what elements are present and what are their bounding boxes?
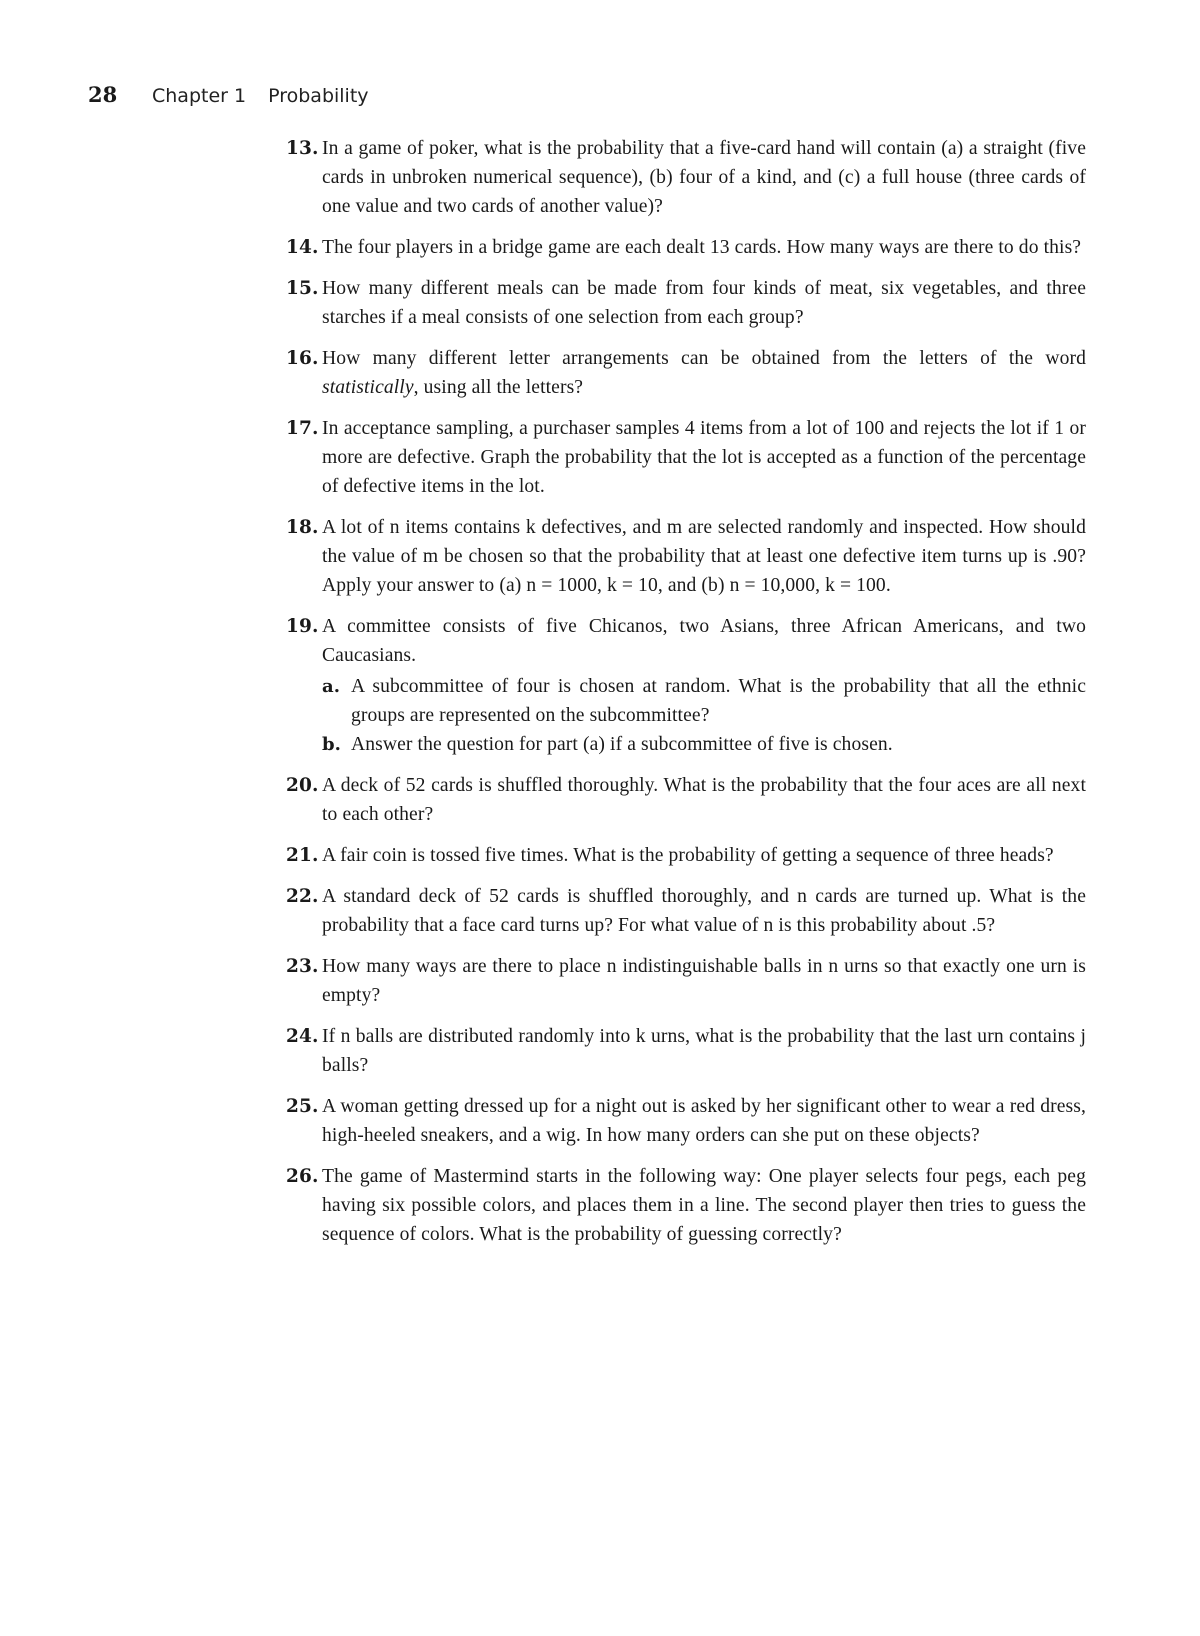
problem-text: A lot of n items contains k defectives, and m are selected randomly and inspected. How should the value of m be chosen so that the probability that at least one defective item turns up is .90? Apply your answer to (a) n = 1000, k = 10, and (b) n = 10,000, k = 100.	[322, 517, 1086, 596]
problem-number: 19.	[286, 616, 319, 637]
problem-text: If n balls are distributed randomly into k urns, what is the probability that the last urn contains j balls?	[322, 1026, 1086, 1076]
problem-number: 22.	[286, 886, 319, 907]
section-title: Probability	[268, 85, 369, 107]
problem-23	[286, 952, 1086, 1010]
chapter-label: Chapter 1	[152, 85, 247, 107]
problem-text: A fair coin is tossed five times. What is the probability of getting a sequence of three heads?	[322, 845, 1054, 866]
subpart-text: A subcommittee of four is chosen at random. What is the probability that all the ethnic groups are represented on the subcommittee?	[351, 676, 1086, 726]
problem-number: 26.	[286, 1166, 319, 1187]
problem-text: The game of Mastermind starts in the following way: One player selects four pegs, each peg having six possible colors, and places them in a line. The second player then tries to guess the sequence of colors. What is the probability of guessing correctly?	[322, 1166, 1086, 1245]
problem-text-end: , using all the letters?	[413, 377, 584, 398]
italic-word: statistically	[322, 377, 414, 398]
problem-21	[286, 841, 1086, 870]
problem-number: 25.	[286, 1096, 319, 1117]
problem-number: 16.	[286, 348, 319, 369]
problem-26	[286, 1162, 1086, 1249]
problem-19	[286, 612, 1086, 759]
subpart-letter: b.	[322, 734, 342, 755]
problem-number: 23.	[286, 956, 319, 977]
problem-22	[286, 882, 1086, 940]
subpart-list	[322, 672, 1086, 759]
problem-number: 18.	[286, 517, 319, 538]
problem-number: 13.	[286, 138, 319, 159]
subpart-b	[322, 730, 1086, 759]
page-header	[88, 82, 369, 107]
subpart-text: Answer the question for part (a) if a subcommittee of five is chosen.	[351, 734, 893, 755]
subpart-a	[322, 672, 1086, 730]
problem-18	[286, 513, 1086, 600]
problem-13	[286, 134, 1086, 221]
problem-text: In acceptance sampling, a purchaser samples 4 items from a lot of 100 and rejects the lot if 1 or more are defective. Graph the probability that the lot is accepted as a function of the percentage of defective items in the lot.	[322, 418, 1086, 497]
problem-text: How many different meals can be made from four kinds of meat, six vegetables, and three starches if a meal consists of one selection from each group?	[322, 278, 1086, 328]
problem-text-start: How many different letter arrangements can be obtained from the letters of the word	[322, 348, 1086, 369]
problem-14	[286, 233, 1086, 262]
problem-number: 21.	[286, 845, 319, 866]
problem-15	[286, 274, 1086, 332]
problem-25	[286, 1092, 1086, 1150]
problem-24	[286, 1022, 1086, 1080]
problem-number: 20.	[286, 775, 319, 796]
problem-16	[286, 344, 1086, 402]
problem-17	[286, 414, 1086, 501]
problem-number: 17.	[286, 418, 319, 439]
problem-text: In a game of poker, what is the probability that a five-card hand will contain (a) a straight (five cards in unbroken numerical sequence), (b) four of a kind, and (c) a full house (three cards of one value and two cards of another value)?	[322, 138, 1086, 217]
problem-text: A committee consists of five Chicanos, two Asians, three African Americans, and two Caucasians.	[322, 616, 1086, 666]
problem-text: A deck of 52 cards is shuffled thoroughly. What is the probability that the four aces are all next to each other?	[322, 775, 1086, 825]
problem-text: How many ways are there to place n indistinguishable balls in n urns so that exactly one urn is empty?	[322, 956, 1086, 1006]
problem-text: A standard deck of 52 cards is shuffled thoroughly, and n cards are turned up. What is the probability that a face card turns up? For what value of n is this probability about .5?	[322, 886, 1086, 936]
problem-text: The four players in a bridge game are each dealt 13 cards. How many ways are there to do this?	[322, 237, 1082, 258]
problem-number: 14.	[286, 237, 319, 258]
problem-number: 24.	[286, 1026, 319, 1047]
subpart-letter: a.	[322, 676, 341, 697]
page-number: 28	[88, 82, 118, 107]
problem-20	[286, 771, 1086, 829]
problem-number: 15.	[286, 278, 319, 299]
problem-list	[286, 134, 1086, 1261]
problem-text: A woman getting dressed up for a night out is asked by her significant other to wear a red dress, high-heeled sneakers, and a wig. In how many orders can she put on these objects?	[322, 1096, 1086, 1146]
problem-text	[322, 348, 1086, 398]
